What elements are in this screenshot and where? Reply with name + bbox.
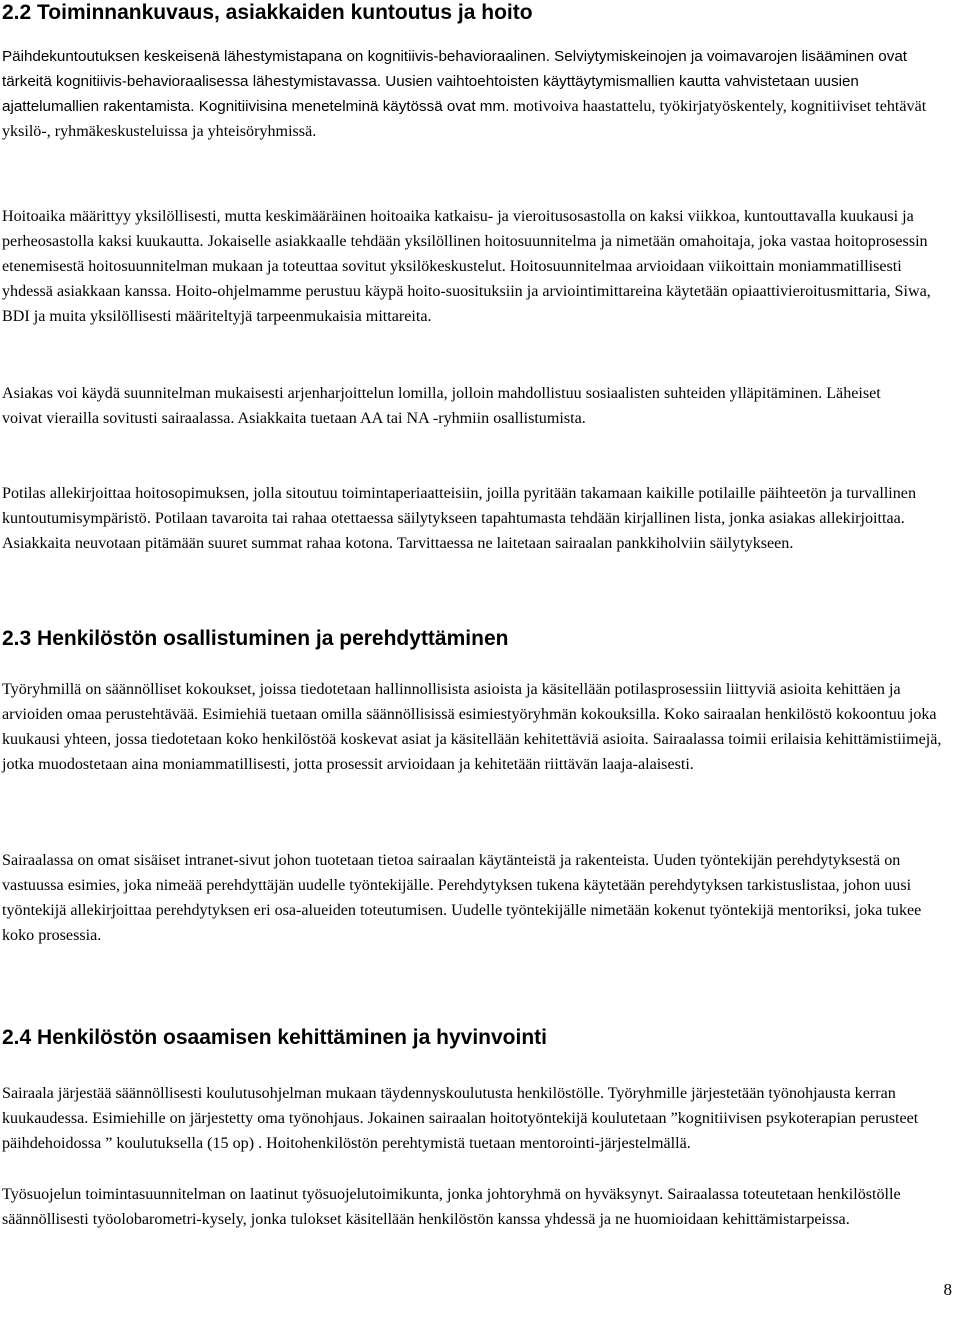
section-heading-2-3: 2.3 Henkilöstön osallistuminen ja perehdyttäminen: [2, 627, 509, 650]
text-run: Päihdekuntoutuksen keskeisenä lähestymistapana on kognitiivis-behavioraalinen. Selviytymiskeinojen ja voimavarojen lisääminen ovat tärkeitä kognitiivis-behavioraalisessa lähestymistavassa. Uusien vaihtoehtoisten käyttäytymismallien kautta vahvistetaan uusien ajattelumallien rakentamista. Kognitiivisina menetelminä käytössä ovat mm.: [2, 48, 908, 115]
paragraph: Työryhmillä on säännölliset kokoukset, joissa tiedotetaan hallinnollisista asioista ja käsitellään potilasprosessiin liittyviä asioita kehittäen ja arvioiden omaa perustehtävää. Esimiehiä tuetaan omilla säännöllisissä esimiestyöryhmän kokouksilla. Koko sairaalan henkilöstö kokoontuu joka kuukausi yhteen, jossa tiedotetaan koko henkilöstöä koskevat asiat ja käsitellään kehitettäviä asioita. Sairaalassa toimii erilaisia kehittämistiimejä, jotka muodostetaan aina moniammatillisesti, jotta prosessit arvioidaan ja kehitetään riittävän laaja-alaisesti.: [2, 681, 942, 773]
text-run: motivoiva haastattelu, työkirjatyöskentely, kognitiiviset tehtävät yksilö-, ryhmäkeskusteluissa ja yhteisöryhmissä.: [2, 98, 927, 140]
paragraph: Hoitoaika määrittyy yksilöllisesti, mutta keskimääräinen hoitoaika katkaisu- ja vieroitusosastolla on kaksi viikkoa, kuntouttavalla kuukausi ja perheosastolla kaksi kuukautta. Jokaiselle asiakkaalle tehdään yksilöllinen hoitosuunnitelma ja nimetään omahoitaja, joka vastaa hoitoprosessin etenemisestä hoitosuunnitelman mukaan ja toteuttaa sovitut yksilökeskustelut. Hoitosuunnitelmaa arvioidaan viikoittain moniammatillisesti yhdessä asiakkaan kanssa. Hoito-ohjelmamme perustuu käypä hoito-suosituksiin ja arviointimittareina käytetään opiaattivieroitusmittaria, Siwa, BDI ja muita yksilöllisesti määriteltyjä tarpeenmukaisia mittareita.: [2, 208, 931, 325]
paragraph: Sairaala järjestää säännöllisesti koulutusohjelman mukaan täydennyskoulutusta henkilöstölle. Työryhmille järjestetään työnohjausta kerran kuukaudessa. Esimiehille on järjestetty oma työnohjaus. Jokainen sairaalan hoitotyöntekijä koulutetaan ”kognitiivisen psykoterapian perusteet päihdehoidossa ” koulutuksella (15 op) . Hoitohenkilöstön perehtymistä tuetaan mentorointi-järjestelmällä.: [2, 1085, 919, 1152]
section-heading-2-4: 2.4 Henkilöstön osaamisen kehittäminen ja hyvinvointi: [2, 1026, 547, 1049]
paragraph: Sairaalassa on omat sisäiset intranet-sivut johon tuotetaan tietoa sairaalan käytänteistä ja rakenteista. Uuden työntekijän perehdytyksestä on vastuussa esimies, joka nimeää perehdyttäjän uudelle työntekijälle. Perehdytyksen tukena käytetään perehdytyksen tarkistuslistaa, johon uusi työntekijä allekirjoittaa perehdytyksen eri osa-alueiden toteutumisen. Uudelle työntekijälle nimetään kokenut työntekijä mentoriksi, joka tukee koko prosessia.: [2, 852, 922, 944]
paragraph: Asiakas voi käydä suunnitelman mukaisesti arjenharjoittelun lomilla, jolloin mahdollistuu sosiaalisten suhteiden ylläpitäminen. Läheiset voivat vierailla sovitusti sairaalassa. Asiakkaita tuetaan AA tai NA -ryhmiin osallistumista.: [2, 385, 881, 427]
paragraph: [2, 44, 932, 144]
paragraph: Työsuojelun toimintasuunnitelman on laatinut työsuojelutoimikunta, jonka johtoryhmä on hyväksynyt. Sairaalassa toteutetaan henkilöstölle säännöllisesti työolobarometri-kysely, jonka tulokset käsitellään henkilöstön kanssa yhdessä ja ne huomioidaan kehittämistarpeissa.: [2, 1186, 901, 1228]
paragraph: Potilas allekirjoittaa hoitosopimuksen, jolla sitoutuu toimintaperiaatteisiin, joilla pyritään takamaan kaikille potilaille päihteetön ja turvallinen kuntoutumisympäristö. Potilaan tavaroita tai rahaa otettaessa säilytykseen tapahtumasta tehdään kirjallinen lista, jonka asiakas allekirjoittaa. Asiakkaita neuvotaan pitämään suuret summat rahaa kotona. Tarvittaessa ne laitetaan sairaalan pankkiholviin säilytykseen.: [2, 485, 916, 552]
page-number: 8: [943, 1280, 952, 1299]
section-heading-2-2: 2.2 Toiminnankuvaus, asiakkaiden kuntoutus ja hoito: [2, 1, 533, 24]
